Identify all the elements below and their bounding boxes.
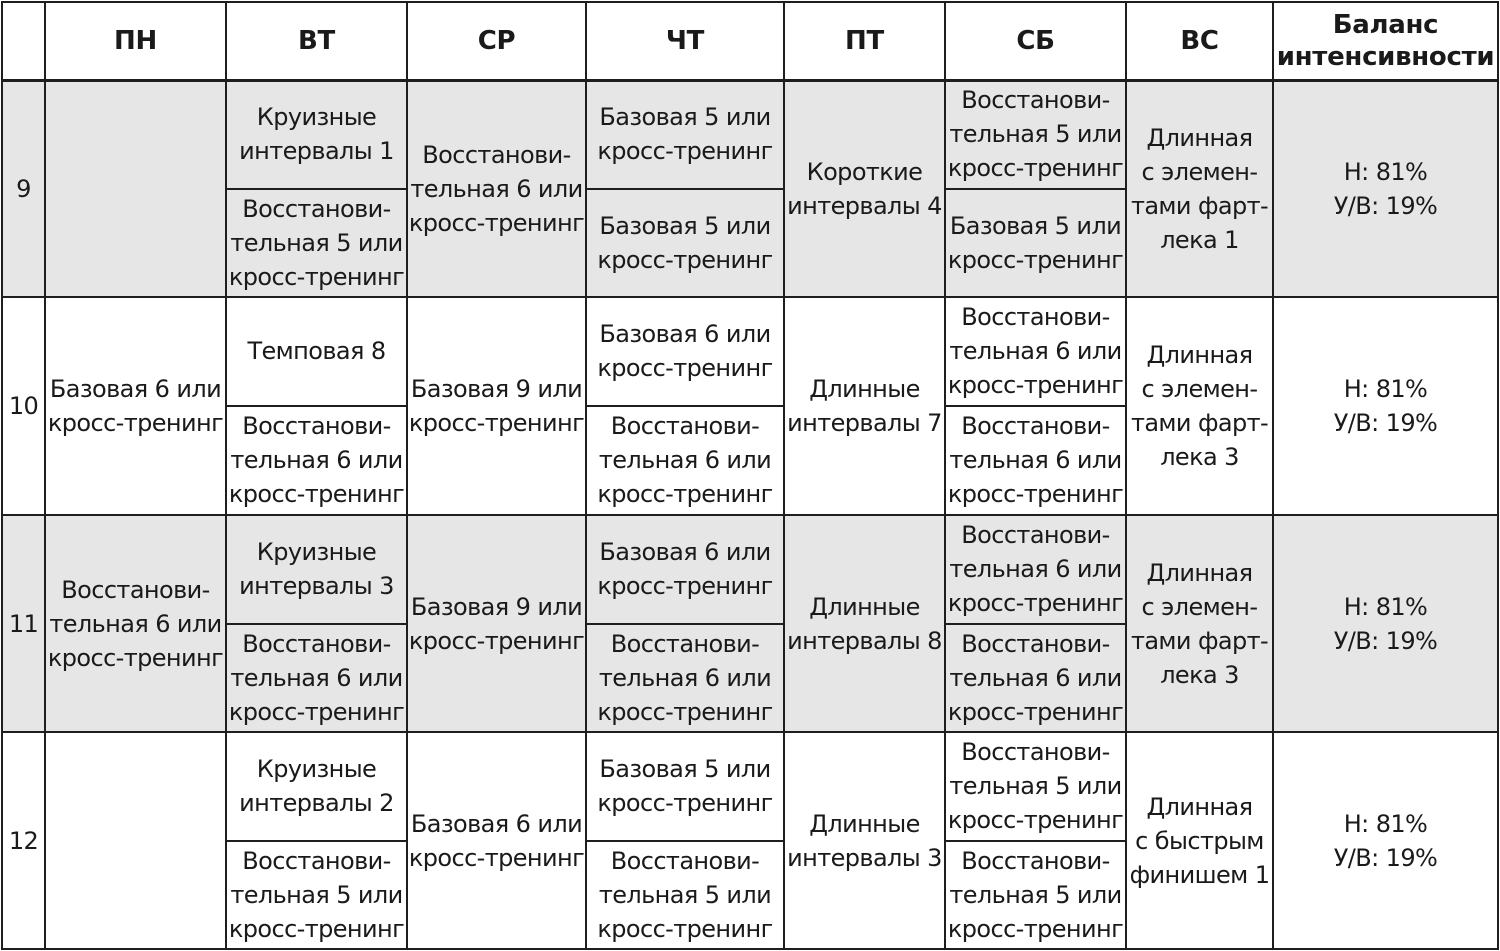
split-line [586,188,784,190]
header-day-5: ПТ [845,26,884,56]
split-line [586,840,784,842]
intensity-balance: Н: 81% У/В: 19% [1273,515,1498,732]
workout-sun: Длинная с быстрым финишем 1 [1129,792,1270,889]
header-day-4: ЧТ [665,26,705,56]
week-number: 9 [2,80,45,297]
split-line [945,840,1126,842]
split-line [586,405,784,407]
workout-thu-a: Базовая 6 или кросс-тренинг [586,515,784,624]
grid-vertical-line [44,1,46,950]
grid-vertical-line [783,1,785,950]
workout-mon: Базовая 6 или кросс-тренинг [47,374,224,437]
workout-tue-b: Восстанови- тельная 6 или кросс-тренинг [226,624,407,733]
grid-vertical-line [1497,1,1499,950]
workout-mon [45,732,226,949]
grid-row-line [1,731,1499,733]
workout-fri: Длинные интервалы 7 [787,374,942,437]
week-number: 12 [8,826,39,855]
workout-wed: Базовая 9 или кросс-тренинг [408,374,585,437]
workout-thu-b: Базовая 5 или кросс-тренинг [586,189,784,298]
grid-vertical-line [585,1,587,950]
workout-sat-a: Восстанови- тельная 5 или кросс-тренинг [945,80,1126,189]
grid-bottom-line [1,948,1499,950]
grid-row-line [1,296,1499,298]
split-line [226,623,407,625]
workout-sat-b: Восстанови- тельная 6 или кросс-тренинг [945,624,1126,733]
header-day-7: ВС [1180,26,1219,56]
grid-vertical-line [944,1,946,950]
workout-thu-b: Восстанови- тельная 6 или кросс-тренинг [597,411,773,508]
workout-wed: Базовая 6 или кросс-тренинг [408,809,585,872]
split-line [226,840,407,842]
split-line [945,188,1126,190]
intensity-balance: Н: 81% У/В: 19% [1333,809,1438,872]
split-line [945,623,1126,625]
workout-thu-a: Базовая 6 или кросс-тренинг [597,320,773,383]
intensity-balance: Н: 81% У/В: 19% [1333,374,1438,437]
workout-sat-b: Восстанови- тельная 6 или кросс-тренинг [947,411,1124,508]
workout-tue-a: Круизные интервалы 3 [226,515,407,624]
grid-top-line [1,1,1499,3]
workout-sun: Длинная с элемен- тами фарт- лека 3 [1130,340,1269,471]
workout-fri: Длинные интервалы 3 [787,809,942,872]
split-line [586,623,784,625]
workout-sun: Длинная с элемен- тами фарт- лека 3 [1126,515,1273,732]
grid-vertical-line [1,1,3,950]
workout-mon: Восстанови- тельная 6 или кросс-тренинг [45,515,226,732]
week-number: 11 [2,515,45,732]
workout-fri: Короткие интервалы 4 [784,80,945,297]
split-line [226,188,407,190]
split-line [945,405,1126,407]
split-line [226,405,407,407]
workout-thu-a: Базовая 5 или кросс-тренинг [597,755,773,818]
header-day-6: СБ [1016,26,1055,56]
workout-sat-b: Восстанови- тельная 5 или кросс-тренинг [947,846,1124,943]
workout-thu-a: Базовая 5 или кросс-тренинг [586,80,784,189]
grid-vertical-line [1272,1,1274,950]
workout-wed: Восстанови- тельная 6 или кросс-тренинг [407,80,586,297]
intensity-balance: Н: 81% У/В: 19% [1273,80,1498,297]
workout-tue-a: Темповая 8 [247,337,386,366]
grid-vertical-line [1125,1,1127,950]
workout-fri: Длинные интервалы 8 [784,515,945,732]
week-number: 10 [8,391,39,420]
header-week-cell [2,2,45,80]
workout-tue-a: Круизные интервалы 1 [226,80,407,189]
workout-tue-b: Восстанови- тельная 6 или кросс-тренинг [228,411,405,508]
grid-vertical-line [406,1,408,950]
workout-mon [45,80,226,297]
workout-sat-a: Восстанови- тельная 6 или кросс-тренинг [947,303,1124,400]
workout-sun: Длинная с элемен- тами фарт- лека 1 [1126,80,1273,297]
header-balance: Баланс интенсивности [1276,10,1495,72]
workout-thu-b: Восстанови- тельная 6 или кросс-тренинг [586,624,784,733]
workout-thu-b: Восстанови- тельная 5 или кросс-тренинг [597,846,773,943]
workout-tue-b: Восстанови- тельная 5 или кросс-тренинг [228,846,405,943]
workout-sat-a: Восстанови- тельная 6 или кросс-тренинг [945,515,1126,624]
header-day-1: ПН [114,26,157,56]
grid-header-line [1,79,1499,82]
workout-tue-b: Восстанови- тельная 5 или кросс-тренинг [226,189,407,298]
header-day-2: ВТ [298,26,335,56]
grid-row-line [1,514,1499,516]
header-day-3: СР [477,26,516,56]
workout-tue-a: Круизные интервалы 2 [239,755,394,818]
workout-sat-a: Восстанови- тельная 5 или кросс-тренинг [947,738,1124,835]
workout-wed: Базовая 9 или кросс-тренинг [407,515,586,732]
workout-sat-b: Базовая 5 или кросс-тренинг [945,189,1126,298]
grid-vertical-line [225,1,227,950]
